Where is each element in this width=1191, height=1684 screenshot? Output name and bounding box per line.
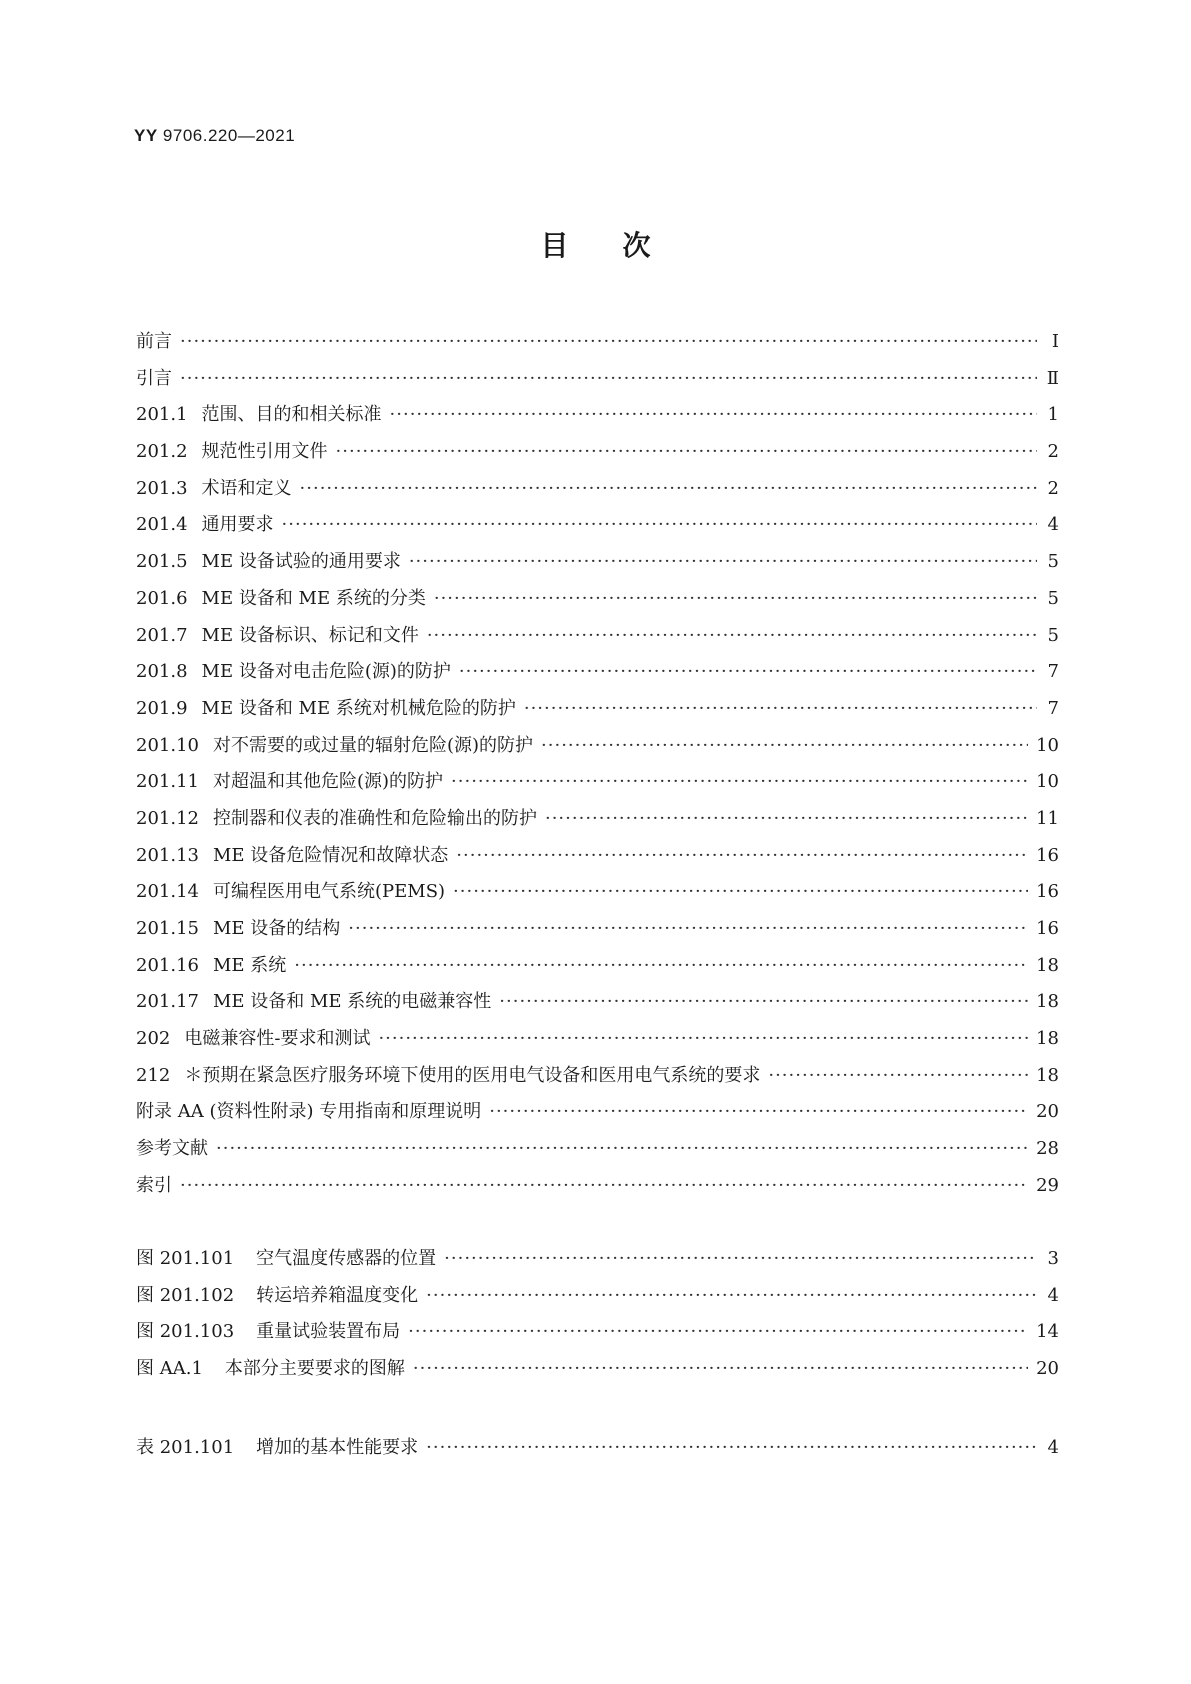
toc-leader-dots: [408, 1321, 1028, 1342]
toc-entry-page: 4: [1047, 1284, 1059, 1306]
toc-entry-number: 201.13: [136, 844, 199, 866]
toc-entry-page: 7: [1047, 697, 1059, 719]
toc-entry[interactable]: [136, 951, 1059, 988]
toc-entry-page: 7: [1047, 661, 1059, 683]
toc-leader-dots: [413, 1358, 1028, 1379]
document-code-number: 9706.220—2021: [162, 126, 296, 145]
toc-entry-number: 201.10: [136, 734, 199, 756]
toc-entry-label: 附录 AA (资料性附录) 专用指南和原理说明: [136, 1101, 482, 1123]
toc-leader-dots: [180, 368, 1037, 389]
toc-leader-dots: [426, 1285, 1037, 1306]
toc-entry-number: 201.9: [136, 697, 188, 719]
title-part-2: 次: [622, 229, 651, 262]
toc-entry-label: 电磁兼容性-要求和测试: [184, 1028, 371, 1050]
toc-leader-dots: [451, 771, 1028, 792]
toc-entry-label: 通用要求: [201, 514, 274, 536]
toc-entry-label: 本部分主要要求的图解: [224, 1358, 405, 1380]
toc-entry[interactable]: [136, 1024, 1059, 1061]
page-title: [0, 224, 1191, 264]
toc-entry[interactable]: [136, 364, 1059, 401]
toc-entry[interactable]: [136, 767, 1059, 804]
toc-leader-dots: [545, 808, 1028, 829]
toc-entry-number: 201.14: [136, 881, 199, 903]
toc-entry-number: 212: [136, 1064, 171, 1086]
toc-entry[interactable]: [136, 731, 1059, 768]
toc-main: [136, 327, 1059, 1208]
toc-entry-page: 4: [1047, 514, 1059, 536]
toc-entry-page: 1: [1047, 404, 1059, 426]
toc-entry[interactable]: [136, 437, 1059, 474]
toc-entry-page: 18: [1036, 954, 1059, 976]
toc-leader-dots: [768, 1065, 1028, 1086]
title-part-1: 目: [540, 229, 569, 262]
toc-entry[interactable]: [136, 584, 1059, 621]
toc-leader-dots: [216, 1138, 1028, 1159]
toc-leader-dots: [499, 991, 1028, 1012]
toc-entry-label: ME 设备和 ME 系统的电磁兼容性: [212, 991, 492, 1013]
toc-entry-label: 前言: [136, 331, 172, 352]
toc-entry[interactable]: [136, 474, 1059, 511]
toc-leader-dots: [541, 735, 1028, 756]
toc-leader-dots: [180, 1175, 1028, 1196]
toc-entry-label: 转运培养箱温度变化: [256, 1284, 419, 1306]
toc-leader-dots: [456, 845, 1028, 866]
toc-entry-page: 18: [1036, 1028, 1059, 1050]
toc-entry-page: 2: [1047, 477, 1059, 499]
toc-entry[interactable]: [136, 657, 1059, 694]
toc-entry-page: 3: [1047, 1248, 1059, 1269]
toc-entry[interactable]: [136, 1281, 1059, 1318]
toc-entry-number: 图 201.101: [136, 1248, 235, 1269]
toc-entry-number: 表 201.101: [136, 1437, 235, 1458]
toc-entry-label: 空气温度传感器的位置: [256, 1248, 437, 1269]
document-code-prefix: YY: [134, 126, 158, 145]
toc-entry-label: 参考文献: [136, 1138, 208, 1160]
toc-entry-number: 201.1: [136, 404, 188, 426]
toc-leader-dots: [294, 955, 1028, 976]
toc-entry-label: 对超温和其他危险(源)的防护: [212, 771, 444, 793]
toc-entry-label: 重量试验装置布局: [256, 1321, 401, 1343]
toc-entry[interactable]: [136, 841, 1059, 878]
toc-entry[interactable]: [136, 547, 1059, 584]
toc-entry-page: 20: [1036, 1358, 1059, 1380]
toc-entry-label: 范围、目的和相关标准: [201, 404, 382, 426]
toc-entry-page: 29: [1036, 1174, 1059, 1196]
toc-entry-number: 201.15: [136, 918, 199, 939]
toc-entry-label: ME 设备的结构: [212, 918, 341, 939]
toc-entry[interactable]: [136, 327, 1059, 364]
toc-entry[interactable]: [136, 1134, 1059, 1171]
toc-entry-number: 201.3: [136, 477, 188, 499]
toc-leader-dots: [336, 441, 1037, 462]
toc-entry-number: 201.2: [136, 441, 188, 463]
toc-entry[interactable]: [136, 1171, 1059, 1208]
toc-entry-label: ME 设备危险情况和故障状态: [212, 844, 449, 866]
toc-leader-dots: [459, 661, 1037, 682]
toc-entry-number: 201.11: [136, 771, 199, 793]
toc-entry[interactable]: [136, 987, 1059, 1024]
toc-entry-page: 20: [1036, 1101, 1059, 1123]
toc-leader-dots: [348, 918, 1028, 939]
toc-entry-number: 202: [136, 1028, 171, 1050]
toc-entry-page: 10: [1036, 771, 1059, 793]
toc-entry-page: 14: [1036, 1321, 1059, 1343]
toc-leader-dots: [489, 1101, 1028, 1122]
toc-leader-dots: [282, 514, 1037, 535]
toc-leader-dots: [524, 698, 1037, 719]
toc-leader-dots: [434, 588, 1037, 609]
toc-entry[interactable]: [136, 1433, 1059, 1470]
toc-entry-number: 图 201.102: [136, 1284, 235, 1306]
toc-leader-dots: [409, 551, 1037, 572]
toc-entry[interactable]: [136, 1317, 1059, 1354]
toc-entry-page: 16: [1036, 881, 1059, 903]
toc-entry[interactable]: [136, 1097, 1059, 1134]
toc-entry-number: 图 201.103: [136, 1321, 235, 1343]
toc-entry-number: 201.17: [136, 991, 199, 1013]
toc-leader-dots: [180, 331, 1037, 352]
toc-entry-page: 16: [1036, 844, 1059, 866]
toc-entry-label: ME 设备对电击危险(源)的防护: [201, 661, 451, 683]
toc-entry-number: 201.5: [136, 551, 188, 573]
toc-entry[interactable]: [136, 914, 1059, 951]
toc-entry-number: 201.6: [136, 587, 188, 609]
toc-entry-number: 201.16: [136, 954, 199, 976]
toc-entry-page: 5: [1047, 551, 1059, 573]
toc-tables: [136, 1433, 1059, 1470]
toc-entry[interactable]: [136, 1354, 1059, 1391]
toc-entry-page: Ⅰ: [1051, 331, 1059, 352]
toc-entry-page: 5: [1047, 624, 1059, 646]
toc-entry-label: ME 设备和 ME 系统对机械危险的防护: [201, 697, 516, 719]
toc-entry-page: 10: [1036, 734, 1059, 756]
toc-entry-page: 5: [1047, 587, 1059, 609]
toc-entry-label: 控制器和仪表的准确性和危险输出的防护: [212, 807, 537, 829]
toc-entry[interactable]: [136, 804, 1059, 841]
toc-entry-label: 引言: [136, 367, 172, 389]
toc-entry-label: 规范性引用文件: [201, 441, 328, 463]
toc-entry-label: ME 设备标识、标记和文件: [201, 624, 419, 646]
toc-leader-dots: [390, 404, 1037, 425]
toc-figures: [136, 1244, 1059, 1391]
toc-leader-dots: [426, 1437, 1037, 1458]
toc-entry[interactable]: [136, 1061, 1059, 1098]
toc-entry-label: ME 系统: [212, 954, 287, 976]
toc-leader-dots: [427, 625, 1037, 646]
toc-entry-number: 图 AA.1: [136, 1358, 203, 1380]
toc-entry-label: 对不需要的或过量的辐射危险(源)的防护: [212, 734, 534, 756]
toc-entry-label: 索引: [136, 1174, 172, 1196]
document-code: [134, 126, 295, 146]
toc-entry[interactable]: [136, 510, 1059, 547]
toc-entry-label: ME 设备和 ME 系统的分类: [201, 587, 426, 609]
toc-leader-dots: [300, 478, 1037, 499]
toc-entry-number: 201.4: [136, 514, 188, 536]
toc-entry[interactable]: [136, 1244, 1059, 1281]
toc-entry-page: 11: [1036, 807, 1059, 829]
toc-entry-page: Ⅱ: [1046, 367, 1059, 389]
toc-entry-label: 可编程医用电气系统(PEMS): [212, 881, 446, 903]
toc-entry-page: 28: [1036, 1138, 1059, 1160]
toc-entry-page: 2: [1047, 441, 1059, 463]
toc-entry[interactable]: [136, 621, 1059, 658]
toc-entry-label: 增加的基本性能要求: [256, 1437, 419, 1458]
toc-entry-page: 18: [1036, 1064, 1059, 1086]
toc-entry-page: 4: [1047, 1437, 1059, 1458]
toc-entry[interactable]: [136, 877, 1059, 914]
toc-entry-label: ME 设备试验的通用要求: [201, 551, 401, 573]
toc-entry-number: 201.7: [136, 624, 188, 646]
toc-entry[interactable]: [136, 694, 1059, 731]
toc-entry[interactable]: [136, 400, 1059, 437]
toc-entry-number: 201.12: [136, 807, 199, 829]
toc-entry-page: 18: [1036, 991, 1059, 1013]
toc-entry-label: 术语和定义: [201, 477, 292, 499]
toc-leader-dots: [378, 1028, 1028, 1049]
toc-leader-dots: [444, 1248, 1037, 1269]
toc-entry-number: 201.8: [136, 661, 188, 683]
toc-entry-page: 16: [1036, 918, 1059, 939]
toc-leader-dots: [453, 881, 1028, 902]
toc-entry-label: ＊预期在紧急医疗服务环境下使用的医用电气设备和医用电气系统的要求: [184, 1064, 761, 1086]
